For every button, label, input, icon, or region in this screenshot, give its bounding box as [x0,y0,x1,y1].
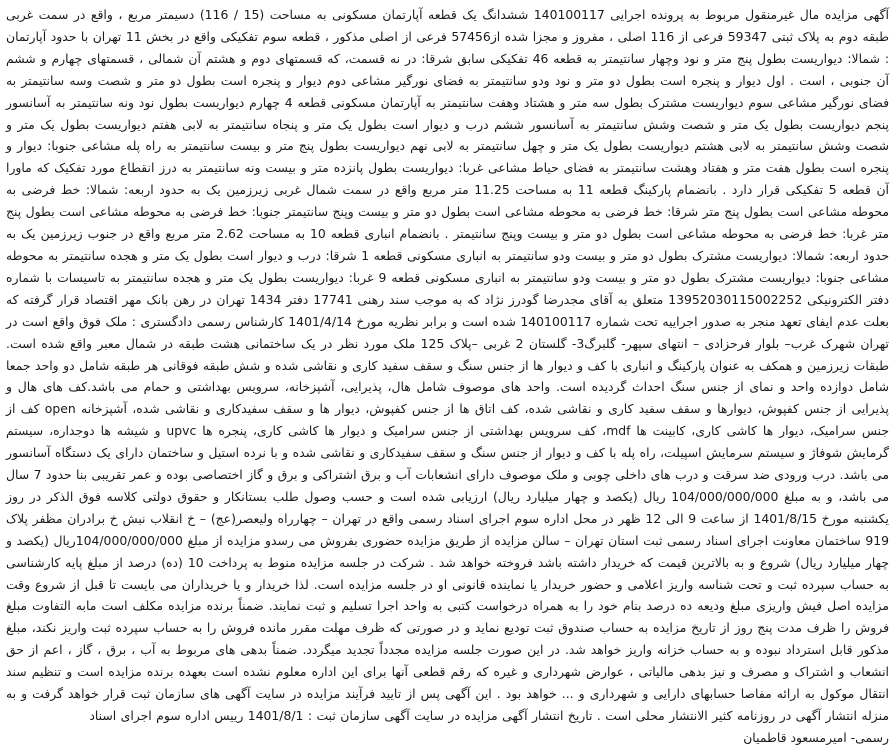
auction-notice-body: آگهی مزایده مال غیرمنقول مربوط به پرونده اجرایی 140100117 ششدانگ یک قطعه آپارتمان مسکونی به مساحت (15 / 116) دسیمتر مربع ، واقع در سمت غربی طبقه دوم به پلاک ثبتی 59347 فرعی از 116 اصلی ، مفروز و مجزا شده از57456 فرعی از اصلی مذکور ، قطعه سوم تفکیکی واقع در بخش 11 تهران با حدود آپارتمان : شمالا: دیواریست بطول پنج متر و نود وچهار سانتیمتر به قطعه 46 تفکیکی سابق شرقا: در نه قسمت، که قسمتهای دوم و هشتم آن شمالی ، قسمتهای چهارم و ششم آن جنوبی ، است . اول دیوار و پنجره است بطول دو متر و نود ودو سانتیمتر به فضای نورگیر مشاعی دوم دیوار و پنجره است بطول دو متر و شصت وسه سانتیمتر به فضای نورگیر مشاعی سوم دیواریست مشترک بطول سه متر و هشتاد وهفت سانتیمتر به آپارتمان مسکونی قطعه 4 چهارم دیواریست بطول نود ونه سانتیمتر به آسانسور پنجم دیواریست بطول یک متر و شصت وشش سانتیمتر به آسانسور ششم درب و دیوار است بطول یک متر و پنجاه سانتیمتر به لابی هفتم دیواریست بطول یک متر و شصت وشش سانتیمتر به لابی هشتم دیواریست بطول یک متر و چهل سانتیمتر به لابی نهم دیواریست بطول پنج متر و بیست سانتیمتر به راه پله مشاعی جنوبا: دیوار و پنجره است بطول هفت متر و هفتاد وهشت سانتیمتر به فضای حیاط مشاعی غربا: دیواریست بطول پانزده متر و بیست ونه سانتیمتر به درز انقطاع مورد تفکیک که ماورا آن قطعه 5 تفکیکی قرار دارد . بانضمام پارکینگ قطعه 11 به مساحت 11.25 متر مربع واقع در سمت شمال غربی زیرزمین یک به حدود اربعه: شمالا: خط فرضی به محوطه مشاعی است بطول پنج متر شرقا: خط فرضی به محوطه مشاعی است بطول دو متر و بیست وپنج سانتیمتر جنوبا: خط فرضی به محوطه مشاعی است بطول پنج متر غربا: خط فرضی به محوطه مشاعی است بطول دو متر و بیست وپنج سانتیمتر . بانضمام انباری قطعه 10 به مساحت 2.62 متر مربع واقع در جنوب زیرزمین یک به حدود اربعه: شمالا: دیواریست مشترک بطول دو متر و بیست ودو سانتیمتر به انباری مسکونی قطعه 1 شرقا: درب و دیوار است بطول یک متر و هجده سانتیمتر به محوطه مشاعی جنوبا: دیواریست مشترک بطول دو متر و بیست ودو سانتیمتر به انباری مسکونی قطعه 9 غربا: دیواریست بطول یک متر و هجده سانتیمتر به تاسیسات با شماره دفتر الکترونیکی 13952030115002252 متعلق به آقای مجدرضا گودرز نژاد که به موجب سند رهنی 17741 دفتر 1434 تهران در رهن بانک مهر اقتصاد قرار گرفته که بعلت عدم ایفای تعهد منجر به صدور اجراییه تحت شماره 140100117 شده است و برابر نظریه مورخ 1401/4/14 کارشناس رسمی دادگستری : ملک فوق واقع است در تهران شهرک غرب– بلوار فرحزادی – انتهای سپهر- گلبرگ3- گلستان 2 غربی –پلاک 125 ملک مورد نظر در یک ساختمانی هشت طبقه در شمال معبر واقع شده است. طبقات زیرزمین و همکف به عنوان پارکینگ و انباری با کف و دیوار ها از جنس سنگ و سقف سفید کاری و نقاشی شده و شش طبقه فوقانی هر طبقه شامل دو واحد جمعا شامل دوازده واحد و نمای از جنس سنگ احداث گردیده است. واحد های موصوف شامل هال، پذیرایی، آشپزخانه، سرویس بهداشتی و حمام می باشد.کف های هال و پذیرایی از جنس کفپوش، دیوارها و سقف سفید کاری و نقاشی شده، کف اتاق ها از جنس کفپوش، دیوار ها و سقف سفیدکاری و نقاشی شده، آشپزخانه open کف از جنس سرامیک، دیوار ها کاشی کاری، کابینت ها mdf، کف سرویس بهداشتی از جنس سرامیک و دیوار ها کاشی کاری، پنجره ها upvc و شیشه ها دوجداره، سیستم گرمایش شوفاژ و سیستم سرمایش اسپیلت، راه پله با کف و دیوار از جنس سنگ و سقف سفیدکاری و نقاشی شده و با نرده استیل و ساختمان دارای یک دستگاه آسانسور می باشد. درب ورودی ضد سرقت و درب های داخلی چوبی و ملک موصوف دارای انشعابات آب و برق اشتراکی و برق و گاز اختصاصی بوده و عمر تقریبی بنا حدود 7 سال می باشد، و به مبلغ 104/000/000/000 ریال (یکصد و چهار میلیارد ریال) ارزیابی شده است و حسب وصول طلب بستانکار و حقوق دولتی کلاسه فوق الذکر در روز یکشنبه مورخ 1401/8/15 از ساعت 9 الی 12 ظهر در محل اداره سوم اجرای اسناد رسمی واقع در تهران – چهارراه ولیعصر(عج) – خ انقلاب نبش خ برادران مظفر پلاک 919 ساختمان معاونت اجرای اسناد رسمی ثبت استان تهران – سالن مزایده از طریق مزایده حضوری بفروش می رسدو مزایده از مبلغ 104/000/000/000ریال (یکصد و چهار میلیارد ریال) شروع و به بالاترین قیمت که خریدار داشته باشد فروخته خواهد شد . شرکت در جلسه مزایده منوط به پرداخت 10 (ده) درصد از مبلغ پایه کارشناسی به حساب سپرده ثبت و تحت شناسه واریز اعلامی و حضور خریدار یا نماینده قانونی او در جلسه مزایده است. لذا خریدار و یا خریداران می بایست تا قبل از شروع وقت مزایده اصل فیش واریزی مبلغ ودیعه ده درصد بنام خود را به همراه درخواست کتبی به واحد اجرا تسلیم و ثبت نمایند. ضمناً برنده مزایده مکلف است مابه التفاوت مبلغ فروش را ظرف مدت پنج روز از تاریخ مزایده به حساب صندوق ثبت تودیع نماید و در صورتی که ظرف مهلت مقرر مانده فروش را به حساب سپرده ثبت واریز نکند، مبلغ مذکور قابل استرداد نبوده و به حساب خزانه واریز خواهد شد. در این صورت جلسه مزایده مجدداً تجدید میگردد. ضمناً بدهی های مربوط به آب ، برق ، گاز ، اعم از حق انشعاب و اشتراک و مصرف و نیز بدهی مالیاتی ، عوارض شهرداری و غیره که رقم قطعی آنها برای این اداره معلوم نشده است بعهده برنده مزایده است و تنظیم سند انتقال موکول به ارائه مفاصا حسابهای دارایی و شهرداری و ... خواهد بود . این آگهی پس از تایید فرآیند مزایده در سایت آگهی های سازمان ثبت قرار خواهد گرفت و به منزله انتشار آگهی در روزنامه کثیر الانتشار محلی است . تاریخ انتشار آگهی مزایده در سایت آگهی سازمان ثبت : 1401/8/1 رییس اداره سوم اجرای اسناد [6,7,890,723]
notice-signature: رسمی- امیرمسعود قاطمیان [743,729,889,745]
